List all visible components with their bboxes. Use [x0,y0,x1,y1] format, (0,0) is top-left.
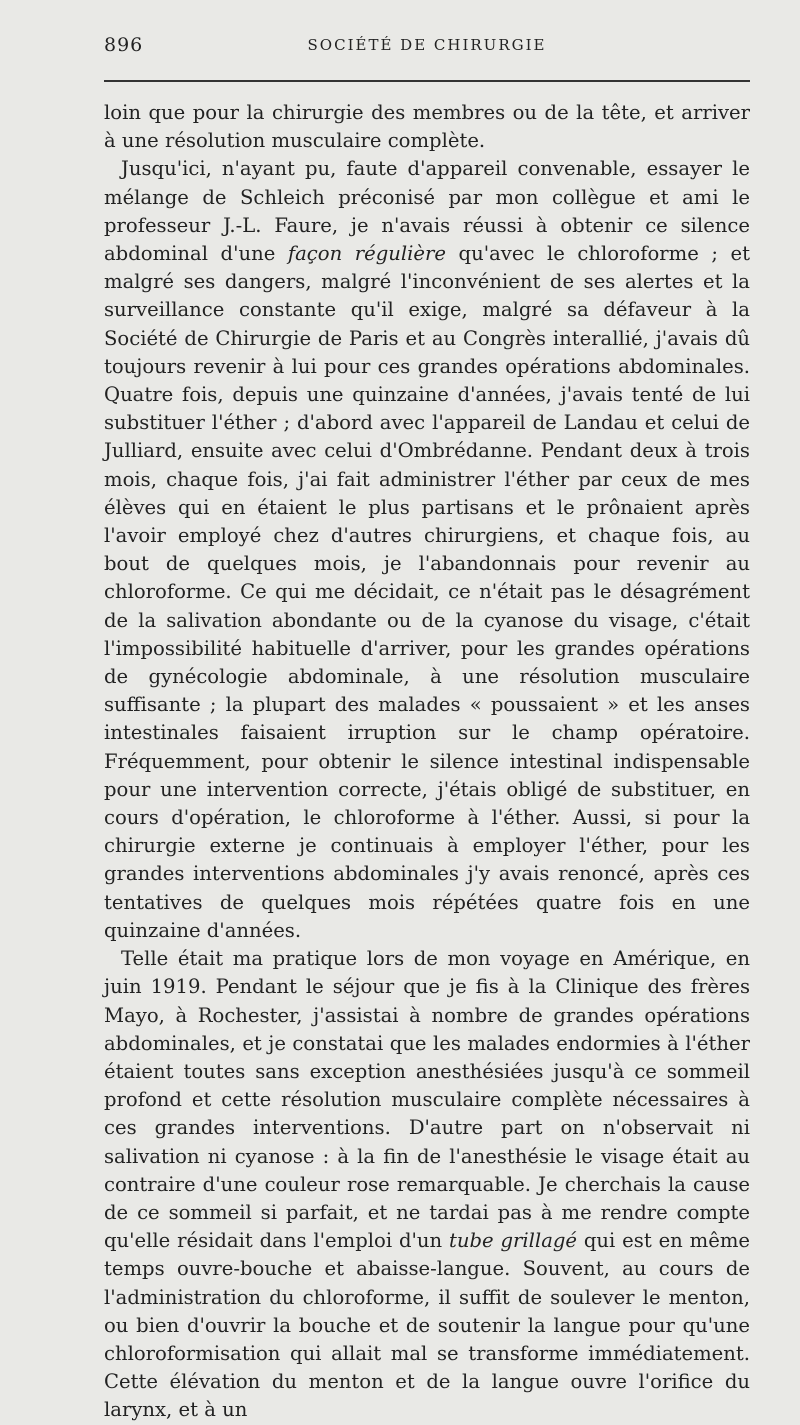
body-text [104,99,750,1425]
paragraph [104,945,750,1424]
italic-text-segment: façon régulière [287,242,446,266]
text-segment: loin que pour la chirurgie des membres ou de la tête, et arriver à une résolution musculaire complète. [104,101,750,153]
italic-text-segment: tube grillagé [449,1229,578,1253]
text-segment: qu'avec le chloroforme ; et malgré ses dangers, malgré l'inconvénient de ses alertes et la surveillance constante qu'il exige, malgré sa défaveur à la Société de Chirurgie de Paris et au Congrès interallié, j'avais dû toujours revenir à lui pour ces grandes opérations abdominales. Quatre fois, depuis une quinzaine d'années, j'avais tenté de lui substituer l'éther ; d'abord avec l'appareil de Landau et celui de Julliard, ensuite avec celui d'Ombrédanne. Pendant deux à trois mois, chaque fois, j'ai fait administrer l'éther par ceux de mes élèves qui en étaient le plus partisans et le prônaient après l'avoir employé chez d'autres chirurgiens, et chaque fois, au bout de quelques mois, je l'abandonnais pour revenir au chloroforme. Ce qui me décidait, ce n'était pas le désagrément de la salivation abondante ou de la cyanose du visage, c'était l'impossibilité habituelle d'arriver, pour les grandes opérations de gynécologie abdominale, à une résolution musculaire suffisante ; la plupart des malades « poussaient » et les anses intestinales faisaient irruption sur le champ opératoire. Fréquemment, pour obtenir le silence intestinal indispensable pour une intervention correcte, j'étais obligé de substituer, en cours d'opération, le chloroforme à l'éther. Aussi, si pour la chirurgie externe je continuais à employer l'éther, pour les grandes interventions abdominales j'y avais renoncé, après ces tentatives de quelques mois répétées quatre fois en une quinzaine d'années. [104,242,751,942]
page-header [104,34,750,62]
text-segment: qui est en même temps ouvre-bouche et abaisse-langue. Souvent, au cours de l'administration du chloroforme, il suffit de soulever le menton, ou bien d'ouvrir la bouche et de soutenir la langue pour qu'une chloroformisation qui allait mal se transforme immédiatement. Cette élévation du menton et de la langue ouvre l'orifice du larynx, et à un [104,1229,750,1422]
running-title: SOCIÉTÉ DE CHIRURGIE [307,36,547,54]
paragraph [104,155,750,945]
paragraph [104,99,750,155]
page-number: 896 [104,34,144,56]
text-segment: Telle était ma pratique lors de mon voyage en Amérique, en juin 1919. Pendant le séjour que je fis à la Clinique des frères Mayo, à Rochester, j'assistai à nombre de grandes opérations abdominales, et je constatai que les malades endormies à l'éther étaient toutes sans exception anesthésiées jusqu'à ce sommeil profond et cette résolution musculaire complète nécessaires à ces grandes interventions. D'autre part on n'observait ni salivation ni cyanose : à la fin de l'anesthésie le visage était au contraire d'une couleur rose remarquable. Je cherchais la cause de ce sommeil si parfait, et ne tardai pas à me rendre compte qu'elle résidait dans l'emploi d'un [104,947,750,1253]
text-segment: Jusqu'ici, n'ayant pu, faute d'appareil convenable, essayer le mélange de Schleich préconisé par mon collègue et ami le professeur J.-L. Faure, je n'avais réussi à obtenir ce silence abdominal d'une [104,157,750,266]
header-rule [104,80,750,82]
